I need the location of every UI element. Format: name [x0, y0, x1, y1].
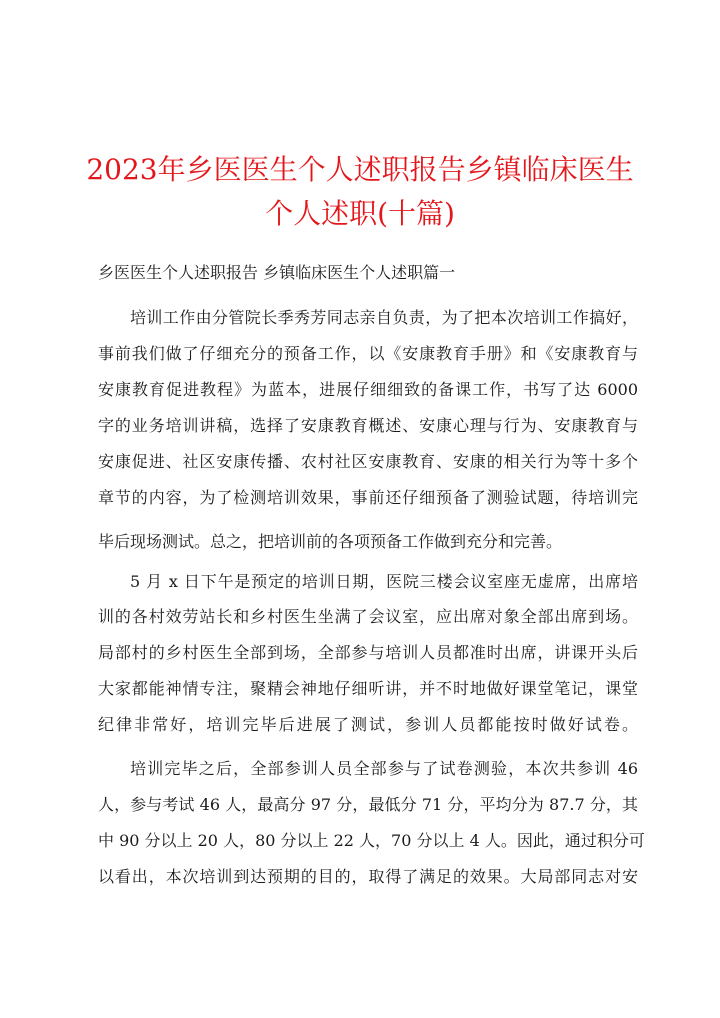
paragraph-line: 训的各村效劳站长和乡村医生坐满了会议室，应出席对象全部出席到场。: [98, 607, 638, 626]
paragraph-line: 培训完毕之后，全部参训人员全部参与了试卷测验，本次共参训 46: [130, 759, 638, 778]
paragraph-line: 中 90 分以上 20 人，80 分以上 22 人，70 分以上 4 人。因此，通过积分可: [98, 831, 645, 850]
document-title-line-2: 个人述职(十篇): [265, 197, 455, 230]
document-title-line-1: 2023年乡医医生个人述职报告乡镇临床医生: [86, 153, 634, 186]
paragraph-line: 安康促进、社区安康传播、农村社区安康教育、安康的相关行为等十多个: [98, 452, 638, 471]
section-heading: 乡医医生个人述职报告 乡镇临床医生个人述职篇一: [98, 263, 456, 282]
paragraph-line: 事前我们做了仔细充分的预备工作，以《安康教育手册》和《安康教育与: [98, 344, 638, 363]
paragraph-line: 字的业务培训讲稿，选择了安康教育概述、安康心理与行为、安康教育与: [98, 416, 638, 435]
paragraph-line: 人，参与考试 46 人，最高分 97 分，最低分 71 分，平均分为 87.7 分，其: [98, 795, 638, 814]
paragraph-line: 章节的内容，为了检测培训效果，事前还仔细预备了测验试题，待培训完: [98, 488, 638, 507]
paragraph-line: 局部村的乡村医生全部到场，全部参与培训人员都准时出席，讲课开头后: [98, 643, 638, 662]
paragraph-line: 纪律非常好，培训完毕后进展了测试，参训人员都能按时做好试卷。: [98, 715, 638, 734]
paragraph-line: 大家都能神情专注，聚精会神地仔细听讲，并不时地做好课堂笔记，课堂: [98, 679, 638, 698]
paragraph-line: 5 月 x 日下午是预定的培训日期，医院三楼会议室座无虚席，出席培: [130, 572, 638, 591]
paragraph-line: 毕后现场测试。总之，把培训前的各项预备工作做到充分和完善。: [98, 532, 563, 551]
paragraph-line: 安康教育促进教程》为蓝本，进展仔细细致的备课工作，书写了达 6000: [98, 380, 638, 399]
paragraph-line: 以看出，本次培训到达预期的目的，取得了满足的效果。大局部同志对安: [98, 867, 638, 886]
paragraph-line: 培训工作由分管院长季秀芳同志亲自负责，为了把本次培训工作搞好，: [130, 308, 638, 327]
